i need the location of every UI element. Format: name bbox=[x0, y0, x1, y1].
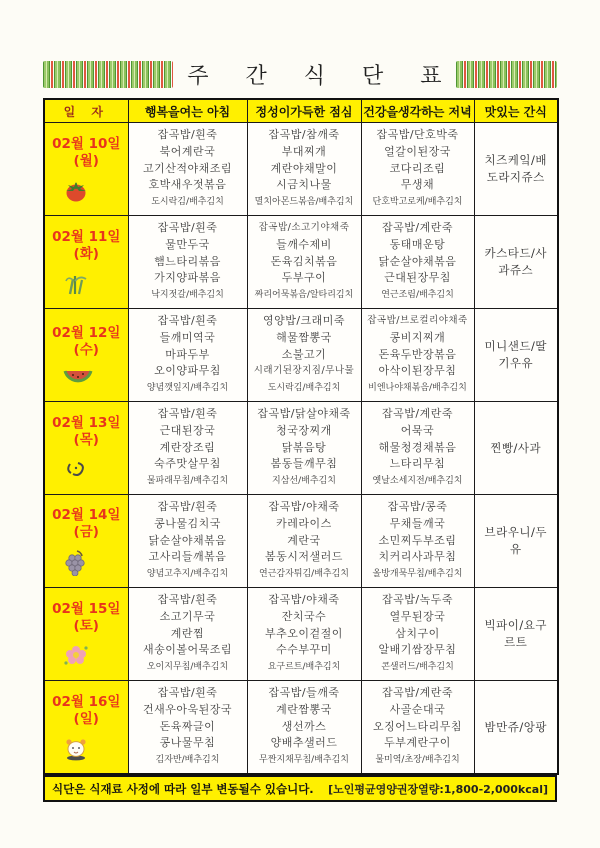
meal-line: 연근감자튀김/배추김치 bbox=[259, 569, 349, 580]
meal-line: 돈육짜글이 bbox=[159, 719, 216, 733]
weekday-label: (금) bbox=[73, 523, 99, 540]
meal-line: 콩나물무침 bbox=[159, 736, 216, 750]
lunch-cell bbox=[247, 681, 361, 775]
meal-line: 잡곡밥/닭살야채죽 bbox=[257, 407, 351, 420]
date-label: 02월 15일 bbox=[52, 600, 121, 617]
meal-plan-sheet bbox=[43, 56, 557, 802]
date-label: 02월 12일 bbox=[52, 324, 121, 341]
lunch-cell bbox=[247, 495, 361, 588]
meal-line: 잡곡밥/소고기야채죽 bbox=[258, 222, 350, 233]
cat-icon bbox=[45, 737, 128, 761]
meal-line: 잡곡밥/브로컬리야채죽 bbox=[367, 315, 468, 326]
date-label: 02월 16일 bbox=[52, 693, 121, 710]
meal-line: 동태매운탕 bbox=[389, 237, 446, 251]
meal-line: 시래기된장지짐/무나물 bbox=[253, 365, 355, 377]
meal-line: 올방개묵무침/배추김치 bbox=[372, 569, 463, 580]
table-row-saturday bbox=[44, 588, 558, 681]
meal-line: 무생채 bbox=[400, 178, 435, 192]
date-cell bbox=[44, 588, 128, 681]
meal-line: 멸치아몬드볶음/배추김치 bbox=[254, 197, 354, 208]
meal-line: 아삭이된장무침 bbox=[378, 364, 457, 378]
meal-line: 잡곡밥/야채죽 bbox=[268, 593, 340, 606]
breakfast-cell bbox=[128, 309, 247, 402]
header-dinner: 건강을생각하는 저녁 bbox=[361, 99, 474, 123]
meal-line: 잡곡밥/녹두죽 bbox=[382, 593, 453, 606]
title-row bbox=[43, 56, 557, 92]
meal-line: 옛날소세지전/배추김치 bbox=[372, 476, 463, 487]
date-label: 02월 10일 bbox=[52, 135, 121, 152]
meal-line: 치커리사과무침 bbox=[378, 550, 457, 564]
weekday-label: (수) bbox=[73, 341, 99, 358]
meal-line: 돈육두반장볶음 bbox=[378, 347, 457, 361]
meal-line: 잡곡밥/계란죽 bbox=[382, 221, 453, 234]
meal-line: 닭순살야채볶음 bbox=[378, 254, 457, 268]
meal-line: 잡곡밥/흰죽 bbox=[157, 407, 218, 420]
snack-cell: 미니샌드/딸기우유 bbox=[474, 309, 558, 402]
meal-line: 콘샐러드/배추김치 bbox=[381, 662, 454, 673]
dinner-cell bbox=[361, 123, 474, 216]
meal-line: 건새우아욱된장국 bbox=[142, 702, 232, 716]
lunch-cell bbox=[247, 309, 361, 402]
meal-line: 잡곡밥/들깨죽 bbox=[268, 686, 340, 699]
meal-line: 호박새우젓볶음 bbox=[148, 178, 227, 192]
lunch-cell bbox=[247, 588, 361, 681]
meal-line: 해물청경채볶음 bbox=[378, 440, 457, 454]
meal-line: 수수부꾸미 bbox=[276, 643, 332, 657]
meal-line: 돈육김치볶음 bbox=[270, 254, 338, 268]
meal-line: 계란찜 bbox=[170, 626, 205, 640]
meal-line: 콩나물김치국 bbox=[154, 516, 221, 530]
table-row-sunday bbox=[44, 681, 558, 775]
meal-line: 계란국 bbox=[287, 533, 321, 547]
meal-line: 사골순대국 bbox=[389, 702, 446, 716]
meal-line: 양념고추지/배추김치 bbox=[146, 569, 229, 580]
meal-line: 시금치나물 bbox=[276, 178, 332, 192]
weekday-label: (목) bbox=[73, 431, 99, 448]
header-date: 일 자 bbox=[44, 99, 128, 123]
meal-line: 닭순살야채볶음 bbox=[148, 533, 227, 547]
meal-line: 도시락김/배추김치 bbox=[267, 383, 341, 394]
meal-line: 느타리무침 bbox=[389, 457, 446, 471]
meal-line: 가지양파볶음 bbox=[154, 271, 221, 285]
meal-line: 해물짬뽕국 bbox=[276, 330, 332, 344]
meal-line: 알배기쌈장무침 bbox=[378, 643, 457, 657]
page-title: 주 간 식 단 표 bbox=[187, 63, 457, 89]
breakfast-cell bbox=[128, 588, 247, 681]
meal-line: 비엔나야채볶음/배추김치 bbox=[368, 383, 467, 394]
snack-cell: 카스타드/사과쥬스 bbox=[474, 216, 558, 309]
lunch-cell bbox=[247, 402, 361, 495]
dinner-cell bbox=[361, 216, 474, 309]
header-lunch: 정성이가득한 점심 bbox=[247, 99, 361, 123]
meal-line: 근대된장국 bbox=[159, 423, 216, 437]
table-row-thursday bbox=[44, 402, 558, 495]
meal-line: 무채들깨국 bbox=[389, 516, 446, 530]
meal-line: 연근조림/배추김치 bbox=[381, 290, 454, 301]
meal-line: 부추오이겉절이 bbox=[265, 626, 343, 640]
meal-line: 새송이볼어묵조림 bbox=[142, 643, 232, 657]
weekly-menu-table bbox=[43, 98, 559, 775]
meal-line: 얼갈이된장국 bbox=[384, 144, 451, 158]
date-label: 02월 11일 bbox=[52, 228, 121, 245]
flower-icon bbox=[45, 644, 128, 668]
meal-line: 무짠지채무침/배추김치 bbox=[259, 755, 349, 766]
meal-line: 잡곡밥/콩죽 bbox=[387, 500, 448, 513]
meal-line: 닭볶음탕 bbox=[281, 440, 327, 454]
meal-line: 소불고기 bbox=[281, 347, 327, 361]
breakfast-cell bbox=[128, 216, 247, 309]
meal-line: 단호박고로케/배추김치 bbox=[372, 197, 463, 208]
meal-line: 잡곡밥/흰죽 bbox=[157, 593, 218, 606]
meal-line: 들깨미역국 bbox=[159, 330, 216, 344]
meal-line: 물미역/초장/배추김치 bbox=[375, 755, 460, 766]
meal-line: 어묵국 bbox=[400, 423, 435, 437]
date-cell bbox=[44, 495, 128, 588]
dinner-cell bbox=[361, 681, 474, 775]
lunch-cell bbox=[247, 216, 361, 309]
date-cell bbox=[44, 216, 128, 309]
watermelon-icon bbox=[45, 368, 128, 386]
weekday-label: (화) bbox=[73, 245, 99, 262]
meal-line: 영양밥/크래미죽 bbox=[262, 314, 346, 327]
meal-line: 요구르트/배추김치 bbox=[267, 662, 341, 673]
meal-line: 열무된장국 bbox=[389, 609, 446, 623]
date-cell bbox=[44, 309, 128, 402]
date-label: 02월 13일 bbox=[52, 414, 121, 431]
snack-cell: 치즈케잌/배도라지쥬스 bbox=[474, 123, 558, 216]
meal-line: 낙지젓갈/배추김치 bbox=[151, 290, 224, 301]
meal-line: 고사리들깨볶음 bbox=[148, 550, 227, 564]
dinner-cell bbox=[361, 402, 474, 495]
lunch-cell bbox=[247, 123, 361, 216]
breakfast-cell bbox=[128, 681, 247, 775]
snack-cell: 밤만쥬/앙팡 bbox=[474, 681, 558, 775]
menu-change-notice: 식단은 식재료 사정에 따라 일부 변동될수 있습니다. bbox=[52, 781, 314, 796]
meal-line: 잡곡밥/흰죽 bbox=[157, 314, 218, 327]
meal-line: 카레라이스 bbox=[276, 516, 332, 530]
meal-line: 두부계란구이 bbox=[384, 736, 451, 750]
date-label: 02월 14일 bbox=[52, 506, 121, 523]
weekday-label: (토) bbox=[73, 617, 99, 634]
calorie-recommendation: [노인평균영양권장열량:1,800-2,000kcal] bbox=[328, 782, 548, 796]
meal-line: 숙주맛살무침 bbox=[154, 457, 221, 471]
meal-line: 오이양파무침 bbox=[154, 364, 221, 378]
dinner-cell bbox=[361, 309, 474, 402]
meal-line: 계란야채말이 bbox=[270, 161, 338, 175]
meal-line: 지삼선/배추김치 bbox=[272, 476, 336, 487]
meal-line: 소고기무국 bbox=[159, 609, 216, 623]
sprout-icon bbox=[45, 272, 128, 296]
meal-line: 근대된장무침 bbox=[384, 271, 451, 285]
meal-line: 코다리조림 bbox=[389, 161, 446, 175]
meal-line: 봄동시저샐러드 bbox=[265, 550, 343, 564]
meal-line: 청국장찌개 bbox=[276, 423, 332, 437]
meal-line: 잡곡밥/흰죽 bbox=[157, 500, 218, 513]
meal-line: 고기산적야채조림 bbox=[142, 161, 232, 175]
breakfast-cell bbox=[128, 402, 247, 495]
tulip-border-right-icon bbox=[456, 61, 557, 88]
meal-line: 김자반/배추김치 bbox=[155, 755, 220, 766]
snack-cell: 브라우니/두유 bbox=[474, 495, 558, 588]
dinner-cell bbox=[361, 495, 474, 588]
meal-line: 들깨수제비 bbox=[276, 237, 332, 251]
weekday-label: (일) bbox=[73, 710, 99, 727]
dinner-cell bbox=[361, 588, 474, 681]
tulip-border-left-icon bbox=[43, 61, 173, 88]
meal-line: 마파두부 bbox=[165, 347, 210, 361]
date-cell bbox=[44, 681, 128, 775]
tomato-icon bbox=[45, 179, 128, 203]
weekday-label: (월) bbox=[73, 152, 99, 169]
meal-line: 물만두국 bbox=[165, 237, 210, 251]
table-row-friday bbox=[44, 495, 558, 588]
date-cell bbox=[44, 402, 128, 495]
meal-line: 짜리어묵볶음/알타리김치 bbox=[254, 290, 354, 301]
header-row bbox=[44, 99, 558, 123]
header-breakfast: 행복을여는 아침 bbox=[128, 99, 247, 123]
breakfast-cell bbox=[128, 123, 247, 216]
meal-line: 잡곡밥/단호박죽 bbox=[376, 128, 459, 141]
breakfast-cell bbox=[128, 495, 247, 588]
meal-line: 잡곡밥/야채죽 bbox=[268, 500, 340, 513]
meal-line: 소민찌두부조림 bbox=[378, 533, 457, 547]
meal-line: 도시락김/배추김치 bbox=[151, 197, 224, 208]
meal-line: 북어계란국 bbox=[159, 144, 216, 158]
meal-line: 잡곡밥/참깨죽 bbox=[268, 128, 340, 141]
meal-line: 생선까스 bbox=[281, 719, 327, 733]
snack-cell: 찐빵/사과 bbox=[474, 402, 558, 495]
meal-line: 계란장조림 bbox=[159, 440, 216, 454]
table-row-wednesday bbox=[44, 309, 558, 402]
grapes-icon bbox=[45, 550, 128, 576]
meal-line: 봄동들깨무침 bbox=[270, 457, 338, 471]
meal-line: 잡곡밥/흰죽 bbox=[157, 221, 218, 234]
meal-line: 오이지무침/배추김치 bbox=[146, 662, 229, 673]
meal-line: 잔치국수 bbox=[281, 609, 327, 623]
doodle-icon bbox=[45, 458, 128, 482]
date-cell bbox=[44, 123, 128, 216]
meal-line: 잡곡밥/흰죽 bbox=[157, 128, 218, 141]
meal-line: 오징어느타리무침 bbox=[372, 719, 462, 733]
meal-line: 계란짬뽕국 bbox=[276, 702, 332, 716]
meal-line: 잡곡밥/흰죽 bbox=[157, 686, 218, 699]
table-row-monday bbox=[44, 123, 558, 216]
meal-line: 물파래무침/배추김치 bbox=[146, 476, 229, 487]
meal-line: 부대찌개 bbox=[281, 144, 327, 158]
meal-line: 잡곡밥/계란죽 bbox=[382, 686, 453, 699]
meal-line: 양념깻잎지/배추김치 bbox=[146, 383, 229, 394]
snack-cell: 빅파이/요구르트 bbox=[474, 588, 558, 681]
header-snack: 맛있는 간식 bbox=[474, 99, 558, 123]
meal-line: 양배추샐러드 bbox=[270, 736, 338, 750]
table-row-tuesday bbox=[44, 216, 558, 309]
meal-line: 잡곡밥/계란죽 bbox=[382, 407, 453, 420]
meal-line: 햄느타리볶음 bbox=[154, 254, 221, 268]
meal-line: 두부구이 bbox=[281, 271, 327, 285]
meal-line: 콩비지찌개 bbox=[389, 330, 446, 344]
footer-note bbox=[43, 775, 557, 802]
meal-line: 삼치구이 bbox=[395, 626, 440, 640]
